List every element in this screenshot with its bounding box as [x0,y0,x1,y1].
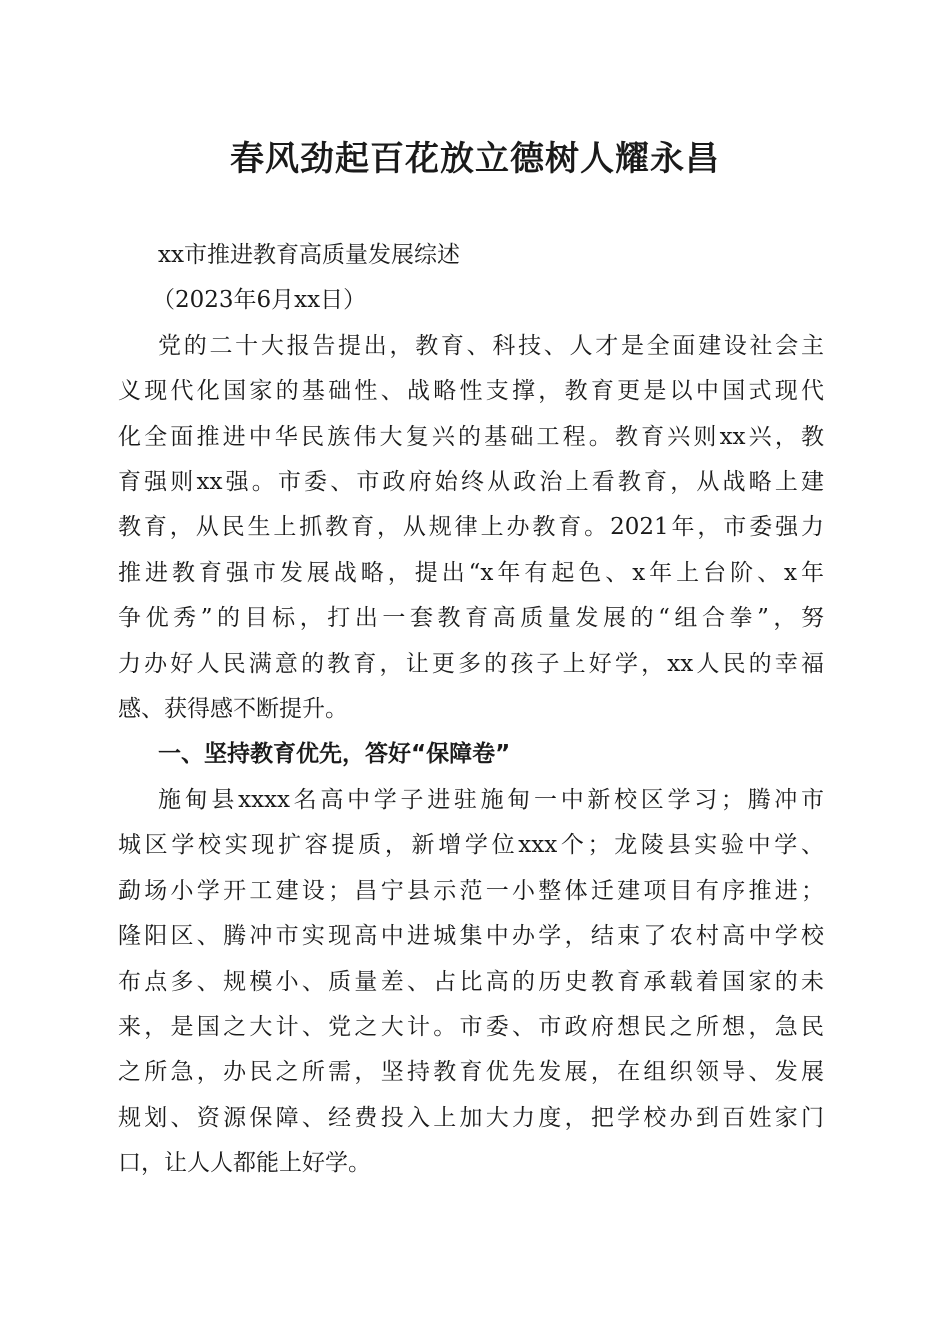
paragraph-line: 之所急，办民之所需，坚持教育优先发展，在组织领导、发展 [118,1059,824,1086]
paragraph-line: 口，让人人都能上好学。 [118,1150,371,1177]
paragraph-line: 勐场小学开工建设；昌宁县示范一小整体迁建项目有序推进； [118,877,824,904]
paragraph-line: 施甸县xxxx名高中学子进驻施甸一中新校区学习；腾冲市 [158,786,824,813]
paragraph-line: 教育，从民生上抓教育，从规律上办教育。2021年，市委强力 [118,514,824,541]
document-date: （2023年6月xx日） [152,287,367,314]
paragraph-line: 城区学校实现扩容提质，新增学位xxx个；龙陵县实验中学、 [118,832,824,859]
paragraph-line: 来，是国之大计、党之大计。市委、市政府想民之所想，急民 [118,1013,824,1040]
paragraph-line: 力办好人民满意的教育，让更多的孩子上好学，xx人民的幸福 [118,650,824,677]
document-body [118,233,824,1187]
paragraph-line: 隆阳区、腾冲市实现高中进城集中办学，结束了农村高中学校 [118,923,824,950]
paragraph-line: 推进教育强市发展战略，提出“x年有起色、x年上台阶、x年 [118,559,824,586]
paragraph-line: 布点多、规模小、质量差、占比高的历史教育承载着国家的未 [118,968,824,995]
paragraph-line: 化全面推进中华民族伟大复兴的基础工程。教育兴则xx兴，教 [118,423,824,450]
paragraph-line: 感、获得感不断提升。 [118,696,348,723]
document-subtitle: xx市推进教育高质量发展综述 [158,242,460,268]
document-title: 春风劲起百花放立德树人耀永昌 [230,139,720,179]
paragraph-section-1 [118,778,824,1187]
paragraph-line: 党的二十大报告提出，教育、科技、人才是全面建设社会主 [158,332,824,359]
paragraph-line: 育强则xx强。市委、市政府始终从政治上看教育，从战略上建 [118,469,824,496]
paragraph-line: 规划、资源保障、经费投入上加大力度，把学校办到百姓家门 [118,1104,824,1131]
paragraph-intro [118,324,824,733]
paragraph-line: 争优秀”的目标，打出一套教育高质量发展的“组合拳”，努 [118,605,824,632]
section-heading: 一、坚持教育优先，答好“保障卷” [158,741,511,768]
paragraph-line: 义现代化国家的基础性、战略性支撑，教育更是以中国式现代 [118,378,824,405]
